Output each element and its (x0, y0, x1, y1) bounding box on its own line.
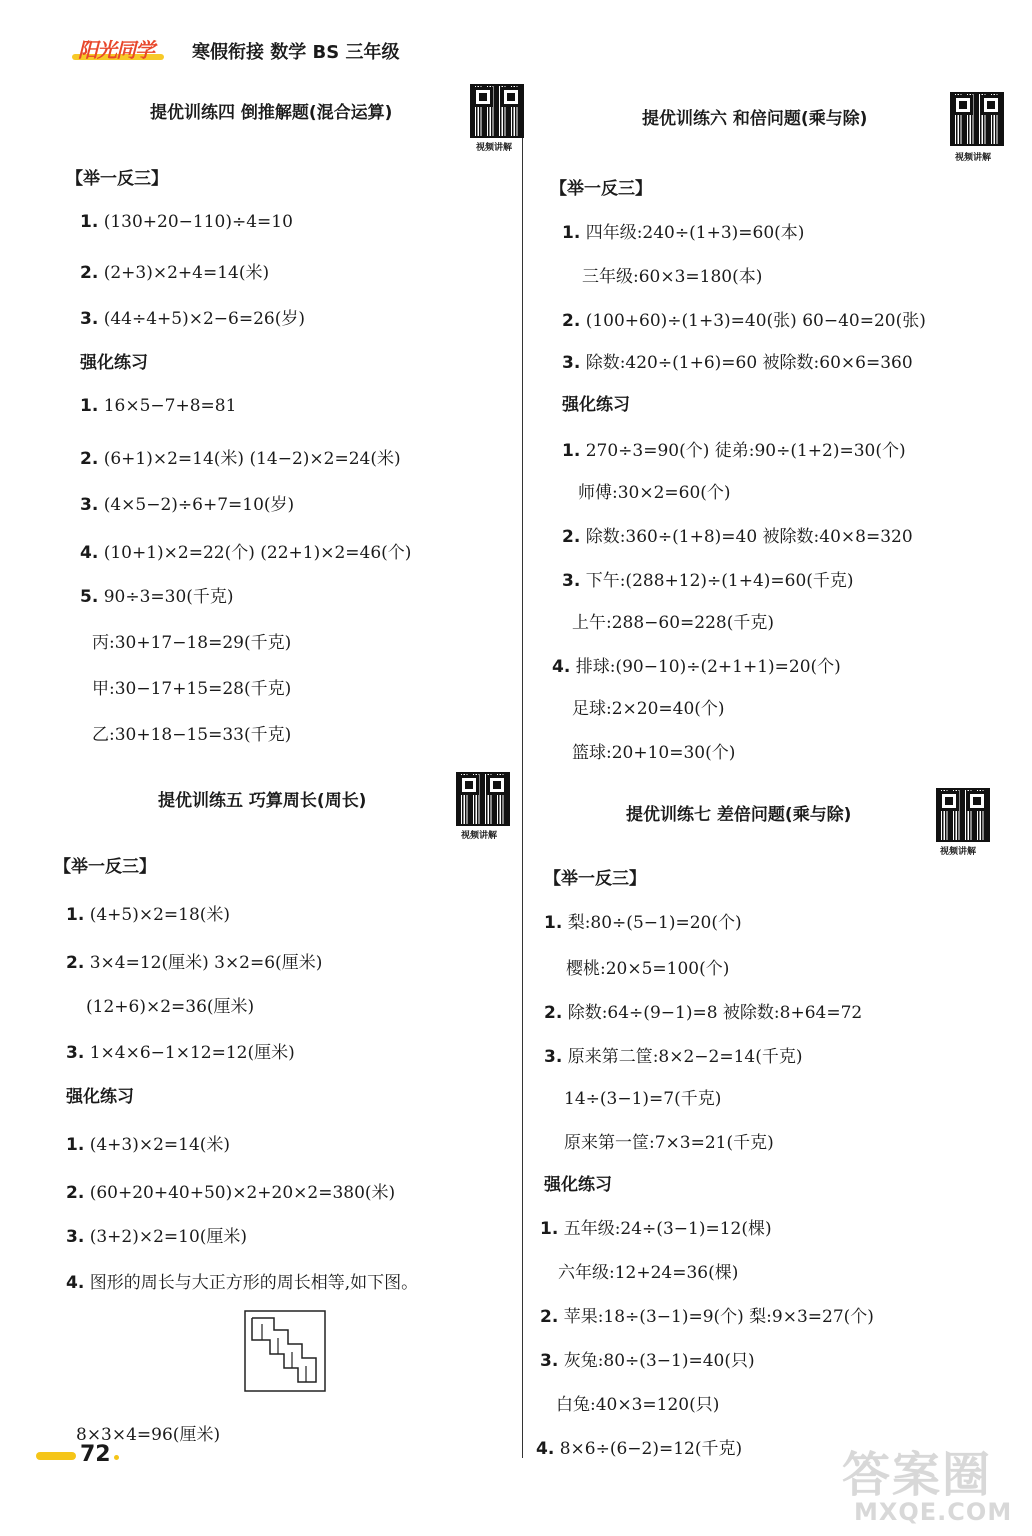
qr-code-icon[interactable] (936, 788, 990, 842)
answer-line: 3. 下午:(288+12)÷(1+4)=60(千克) (562, 571, 854, 591)
section-title-5: 提优训练五 巧算周长(周长) (158, 791, 367, 811)
answer-line: 篮球:20+10=30(个) (572, 743, 736, 763)
outer-square (245, 1311, 325, 1391)
answer-line: 3. 灰兔:80÷(3−1)=40(只) (540, 1351, 755, 1371)
subheading-reinforce: 强化练习 (66, 1087, 134, 1107)
subheading-reinforce: 强化练习 (544, 1175, 612, 1195)
answer-line: 1. 16×5−7+8=81 (80, 396, 237, 416)
subheading-practice: 【举一反三】 (66, 169, 168, 189)
qr-caption: 视频讲解 (476, 143, 513, 153)
brand-logo: 阳光同学 (78, 38, 154, 62)
subheading-reinforce: 强化练习 (80, 353, 148, 373)
answer-line: 1. 270÷3=90(个) 徒弟:90÷(1+2)=30(个) (562, 441, 906, 461)
qr-caption: 视频讲解 (461, 831, 498, 841)
subheading-practice: 【举一反三】 (54, 857, 156, 877)
answer-line: 2. (2+3)×2+4=14(米) (80, 263, 270, 283)
section-title-6: 提优训练六 和倍问题(乘与除) (642, 109, 868, 129)
answer-line: 乙:30+18−15=33(千克) (92, 725, 292, 745)
answer-line: 足球:2×20=40(个) (572, 699, 725, 719)
qr-caption: 视频讲解 (940, 847, 977, 857)
qr-code-icon[interactable] (950, 92, 1004, 146)
book-title: 寒假衔接 数学 BS 三年级 (192, 42, 400, 63)
section-title-7: 提优训练七 差倍问题(乘与除) (626, 805, 852, 825)
watermark (842, 1436, 1013, 1528)
page-accent-bar (36, 1452, 76, 1460)
page-number: 72 (80, 1442, 111, 1467)
answer-line: 3. (3+2)×2=10(厘米) (66, 1227, 248, 1247)
answer-line: 六年级:12+24=36(棵) (558, 1263, 739, 1283)
subheading-practice: 【举一反三】 (550, 179, 652, 199)
answer-line: 2. 3×4=12(厘米) 3×2=6(厘米) (66, 953, 323, 973)
answer-line: 2. (60+20+40+50)×2+20×2=380(米) (66, 1183, 396, 1203)
answer-line: 3. 1×4×6−1×12=12(厘米) (66, 1043, 295, 1063)
subheading-practice: 【举一反三】 (544, 869, 646, 889)
answer-line: 2. (6+1)×2=14(米) (14−2)×2=24(米) (80, 449, 401, 469)
answer-line: 白兔:40×3=120(只) (556, 1395, 720, 1415)
answer-line: (12+6)×2=36(厘米) (86, 997, 255, 1017)
answer-line: 1. 四年级:240÷(1+3)=60(本) (562, 223, 805, 243)
answer-line: 1. (4+3)×2=14(米) (66, 1135, 231, 1155)
answer-line: 2. 除数:360÷(1+8)=40 被除数:40×8=320 (562, 527, 913, 547)
subheading-reinforce: 强化练习 (562, 395, 630, 415)
answer-line: 1. 梨:80÷(5−1)=20(个) (544, 913, 742, 933)
answer-line: 2. 苹果:18÷(3−1)=9(个) 梨:9×3=27(个) (540, 1307, 874, 1327)
page-accent-dot (114, 1455, 119, 1460)
watermark-url: MXQE.COM (854, 1498, 1013, 1526)
answer-line: 4. (10+1)×2=22(个) (22+1)×2=46(个) (80, 543, 412, 563)
answer-line: 1. (130+20−110)÷4=10 (80, 212, 293, 232)
qr-code-icon[interactable] (470, 84, 524, 138)
answer-line: 三年级:60×3=180(本) (582, 267, 763, 287)
answer-line: 师傅:30×2=60(个) (578, 483, 731, 503)
perimeter-figure (244, 1310, 326, 1392)
answer-line: 原来第一筐:7×3=21(千克) (564, 1133, 774, 1153)
answer-line: 3. (4×5−2)÷6+7=10(岁) (80, 495, 295, 515)
section-title-4: 提优训练四 倒推解题(混合运算) (150, 103, 393, 123)
answer-line: 1. 五年级:24÷(3−1)=12(棵) (540, 1219, 772, 1239)
answer-line: 甲:30−17+15=28(千克) (92, 679, 292, 699)
answer-line: 3. 除数:420÷(1+6)=60 被除数:60×6=360 (562, 353, 913, 373)
answer-line: 14÷(3−1)=7(千克) (564, 1089, 722, 1109)
qr-caption: 视频讲解 (955, 153, 992, 163)
qr-code-icon[interactable] (456, 772, 510, 826)
answer-line: 5. 90÷3=30(千克) (80, 587, 234, 607)
answer-line: 8×3×4=96(厘米) (76, 1425, 221, 1445)
answer-line: 4. 8×6÷(6−2)=12(千克) (536, 1439, 743, 1459)
answer-line: 1. (4+5)×2=18(米) (66, 905, 231, 925)
answer-line: 丙:30+17−18=29(千克) (92, 633, 292, 653)
watermark-text: 答案圈 (842, 1447, 993, 1503)
answer-line: 4. 排球:(90−10)÷(2+1+1)=20(个) (552, 657, 841, 677)
answer-line: 3. 原来第二筐:8×2−2=14(千克) (544, 1047, 803, 1067)
answer-line: 3. (44÷4+5)×2−6=26(岁) (80, 309, 305, 329)
answer-line: 2. (100+60)÷(1+3)=40(张) 60−40=20(张) (562, 311, 926, 331)
answer-line: 上午:288−60=228(千克) (572, 613, 775, 633)
answer-line: 4. 图形的周长与大正方形的周长相等,如下图。 (66, 1273, 419, 1293)
column-divider (522, 92, 523, 1458)
answer-line: 樱桃:20×5=100(个) (566, 959, 730, 979)
answer-line: 2. 除数:64÷(9−1)=8 被除数:8+64=72 (544, 1003, 863, 1023)
